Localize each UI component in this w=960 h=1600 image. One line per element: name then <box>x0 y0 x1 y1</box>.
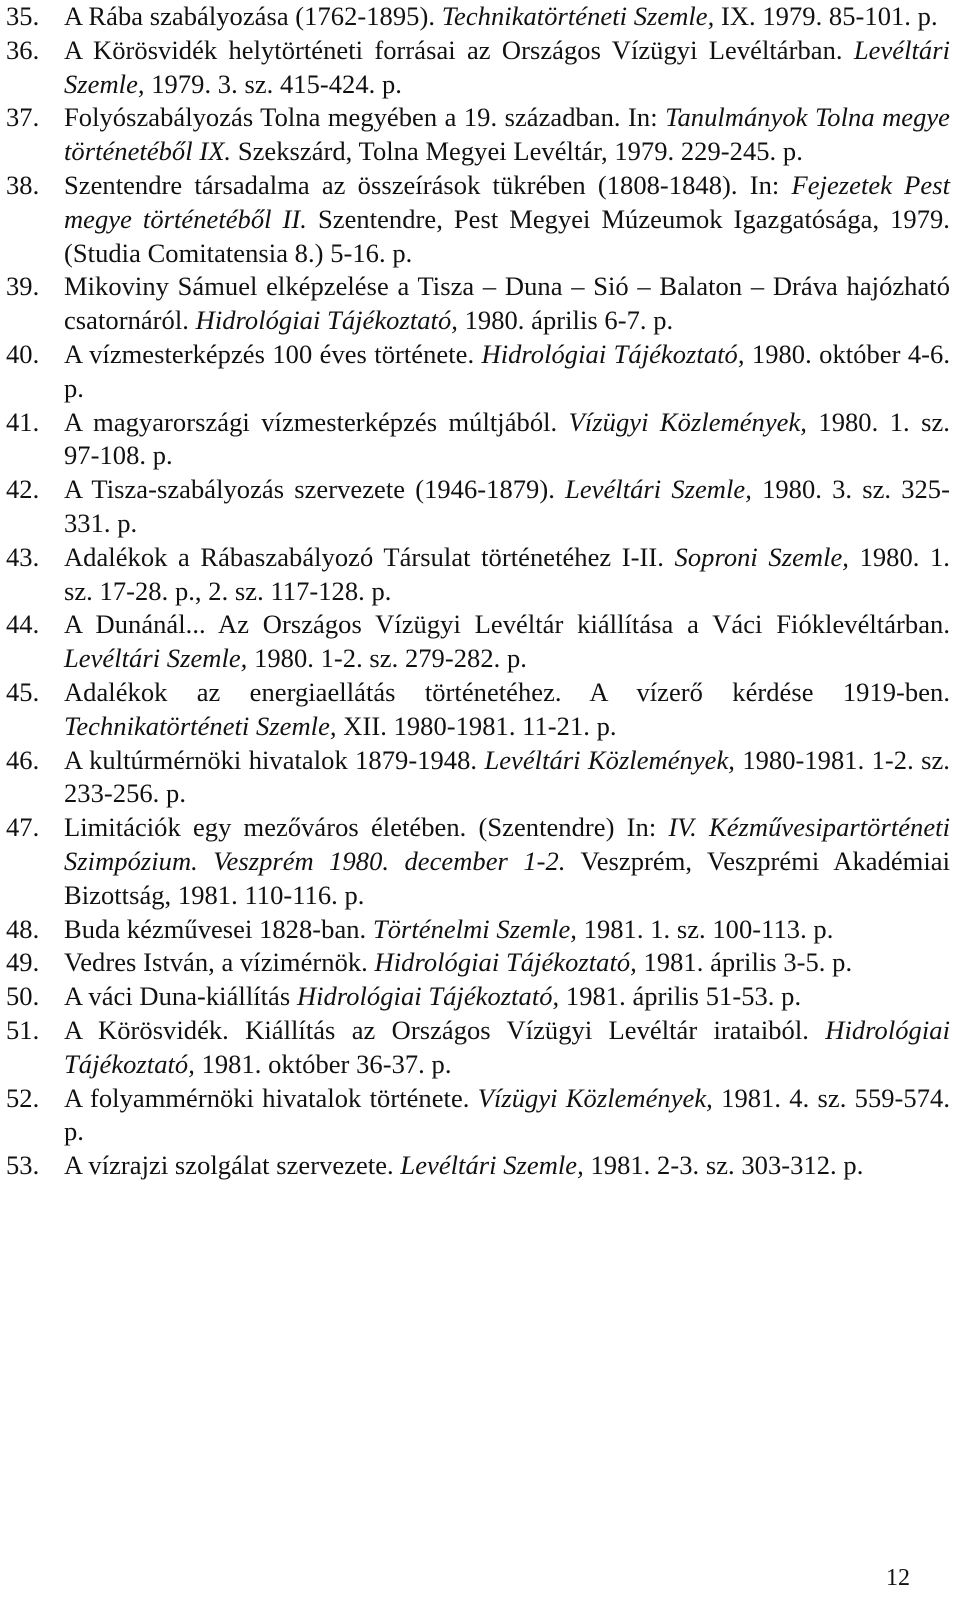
entry-journal: Fejezetek Pest megye történetéből II. <box>64 169 951 234</box>
entry-number: 41. <box>6 406 40 437</box>
entry-journal: Technikatörténeti Szemle, <box>441 1 715 31</box>
entry-title: A vízrajzi szolgálat szervezete. <box>64 1150 394 1181</box>
entry-journal: Soproni Szemle, <box>674 541 849 572</box>
entry-details: 1981. április 3-5. p. <box>643 947 853 978</box>
bibliography-entry <box>6 744 950 812</box>
bibliography-entry <box>6 406 950 474</box>
entry-details: 1980. április 6-7. p. <box>464 305 674 336</box>
bibliography-entry <box>6 1149 950 1183</box>
entry-number: 36. <box>6 34 40 65</box>
entry-journal: Levéltári Szemle, <box>400 1150 584 1181</box>
entry-details: IX. 1979. 85-101. p. <box>720 1 938 31</box>
entry-title: A folyammérnöki hivatalok története. <box>64 1082 470 1113</box>
entry-details: 1981. 1. sz. 100-113. p. <box>583 913 834 944</box>
entry-details: Veszprém, Veszprémi Akadémiai Bizottság, 1981. 110-116. p. <box>64 845 950 910</box>
entry-title: A váci Duna-kiállítás <box>64 981 291 1012</box>
entry-number: 38. <box>6 169 40 200</box>
entry-title: Limitációk egy mezőváros életében. (Szentendre) In: <box>64 812 657 843</box>
entry-details: Szentendre, Pest Megyei Múzeumok Igazgatósága, 1979. (Studia Comitatensia 8.) 5-16. p. <box>64 203 950 268</box>
entry-details: Szekszárd, Tolna Megyei Levéltár, 1979. 229-245. p. <box>237 136 803 167</box>
entry-number: 53. <box>6 1150 40 1181</box>
bibliography-entry <box>6 811 950 912</box>
bibliography-list <box>6 0 950 1183</box>
entry-journal: Technikatörténeti Szemle, <box>64 710 337 741</box>
entry-journal: Levéltári Szemle, <box>64 643 248 674</box>
entry-journal: Vízügyi Közlemények, <box>477 1082 713 1113</box>
entry-number: 40. <box>6 338 40 369</box>
entry-title: Adalékok a Rábaszabályozó Társulat történetéhez I-II. <box>64 541 664 572</box>
entry-title: A magyarországi vízmesterképzés múltjából. <box>64 406 558 437</box>
entry-number: 43. <box>6 541 40 572</box>
entry-details: 1980. 1-2. sz. 279-282. p. <box>254 643 527 674</box>
entry-journal: Levéltári Szemle, <box>565 474 752 505</box>
bibliography-entry <box>6 1082 950 1150</box>
entry-number: 49. <box>6 947 40 978</box>
bibliography-entry <box>6 270 950 338</box>
entry-number: 37. <box>6 102 40 133</box>
bibliography-entry <box>6 946 950 980</box>
entry-journal: Hidrológiai Tájékoztató, <box>195 305 458 336</box>
entry-details: 1981. 2-3. sz. 303-312. p. <box>590 1150 864 1181</box>
entry-number: 48. <box>6 913 40 944</box>
bibliography-entry <box>6 980 950 1014</box>
entry-details: 1980. 1. sz. 97-108. p. <box>64 406 950 471</box>
entry-title: A Körösvidék helytörténeti forrásai az Országos Vízügyi Levéltárban. <box>64 34 843 65</box>
entry-title: Mikoviny Sámuel elképzelése a Tisza – Duna – Sió – Balaton – Dráva hajózható csatornáról. <box>64 271 950 336</box>
entry-number: 47. <box>6 812 40 843</box>
entry-details: 1980. 3. sz. 325-331. p. <box>64 474 950 538</box>
entry-details: 1980. 1. sz. 17-28. p., 2. sz. 117-128. p. <box>64 541 950 606</box>
entry-details: 1981. 4. sz. 559-574. p. <box>64 1082 950 1147</box>
page-number: 12 <box>886 1565 910 1591</box>
bibliography-entry <box>6 101 950 169</box>
entry-title: A Tisza-szabályozás szervezete (1946-1879). <box>64 474 555 505</box>
bibliography-entry <box>6 169 950 270</box>
entry-number: 39. <box>6 271 40 302</box>
entry-title: A kultúrmérnöki hivatalok 1879-1948. <box>64 744 478 775</box>
entry-number: 51. <box>6 1014 40 1045</box>
entry-journal: Levéltári Közlemények, <box>484 744 735 775</box>
entry-details: XII. 1980-1981. 11-21. p. <box>343 710 617 741</box>
bibliography-entry <box>6 473 950 541</box>
entry-title: A Dunánál... Az Országos Vízügyi Levéltár kiállítása a Váci Fióklevéltárban. <box>64 609 950 640</box>
entry-number: 42. <box>6 474 40 505</box>
entry-title: Buda kézművesei 1828-ban. <box>64 913 367 944</box>
entry-number: 52. <box>6 1082 40 1113</box>
entry-journal: Tanulmányok Tolna megye történetéből IX. <box>64 102 950 167</box>
entry-title: Vedres István, a vízimérnök. <box>64 947 368 978</box>
entry-journal: Hidrológiai Tájékoztató, <box>481 338 745 369</box>
entry-journal: Történelmi Szemle, <box>372 913 577 944</box>
bibliography-entry <box>6 676 950 744</box>
entry-details: 1980-1981. 1-2. sz. 233-256. p. <box>64 744 950 809</box>
entry-details: 1981. október 36-37. p. <box>201 1048 452 1079</box>
bibliography-entry <box>6 1014 950 1082</box>
bibliography-entry <box>6 913 950 947</box>
entry-details: 1980. október 4-6. p. <box>64 338 950 403</box>
bibliography-entry <box>6 541 950 609</box>
entry-title: Szentendre társadalma az összeírások tükrében (1808-1848). In: <box>64 169 780 200</box>
entry-journal: Hidrológiai Tájékoztató, <box>374 947 637 978</box>
entry-journal: Hidrológiai Tájékoztató, <box>64 1014 950 1079</box>
entry-number: 35. <box>6 1 40 31</box>
entry-details: 1979. 3. sz. 415-424. p. <box>151 68 402 99</box>
entry-title: Folyószabályozás Tolna megyében a 19. században. In: <box>64 102 658 133</box>
entry-number: 50. <box>6 981 40 1012</box>
bibliography-entry <box>6 338 950 406</box>
entry-number: 44. <box>6 609 40 640</box>
entry-journal: IV. Kézművesipartörténeti Szimpózium. Veszprém 1980. december 1-2. <box>64 812 950 876</box>
entry-title: A vízmesterképzés 100 éves története. <box>64 338 475 369</box>
entry-details: 1981. április 51-53. p. <box>565 981 802 1012</box>
entry-number: 45. <box>6 676 40 707</box>
entry-journal: Levéltári Szemle, <box>64 34 950 99</box>
entry-number: 46. <box>6 744 40 775</box>
bibliography-entry <box>6 608 950 676</box>
entry-title: A Körösvidék. Kiállítás az Országos Vízügyi Levéltár irataiból. <box>64 1014 809 1045</box>
entry-journal: Hidrológiai Tájékoztató, <box>296 981 560 1012</box>
bibliography-entry <box>6 0 950 34</box>
entry-title: A Rába szabályozása (1762-1895). <box>64 1 436 31</box>
bibliography-entry <box>6 34 950 102</box>
entry-title: Adalékok az energiaellátás történetéhez. A vízerő kérdése 1919-ben. <box>64 676 950 707</box>
entry-journal: Vízügyi Közlemények, <box>568 406 807 437</box>
